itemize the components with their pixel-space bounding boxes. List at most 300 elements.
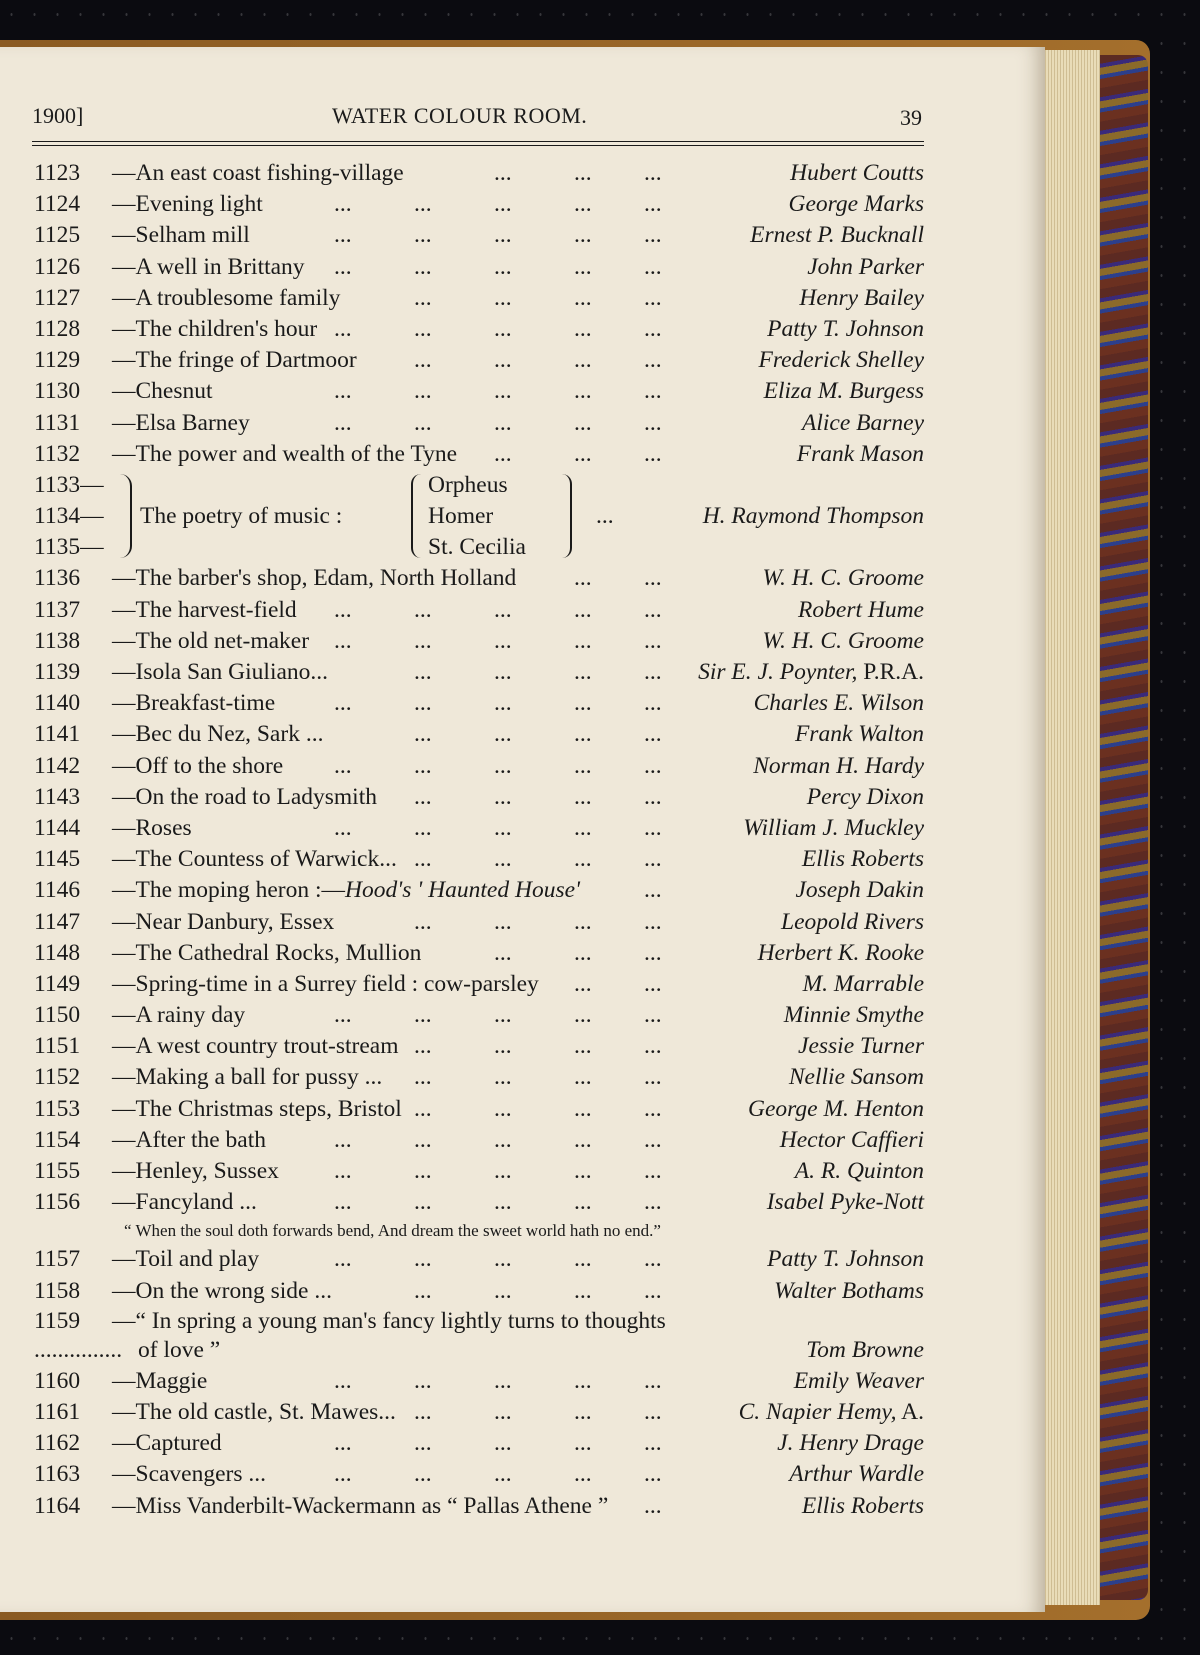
leader-dot: ... <box>644 1367 662 1394</box>
leader-dot: ... <box>494 1126 512 1153</box>
entry-artist <box>777 1428 924 1459</box>
movement-title: St. Cecilia <box>428 533 526 560</box>
leader-dot: ... <box>414 783 432 810</box>
entry-number: 1130 <box>34 378 81 405</box>
entry-artist <box>767 1244 924 1275</box>
entry-row <box>34 1428 924 1459</box>
entry-title <box>112 1187 257 1218</box>
leader-dot: ... <box>414 253 432 280</box>
leader-dot: ... <box>414 1126 432 1153</box>
entry-artist-name: Robert Hume <box>798 596 924 623</box>
entry-row <box>34 1000 924 1031</box>
entry-title <box>112 220 250 251</box>
leader-dot: ... <box>51 1337 70 1364</box>
leader-dot: ... <box>574 783 592 810</box>
entry-title-text: —The old castle, St. Mawes... <box>112 1398 396 1425</box>
leader-dot: ... <box>644 1398 662 1425</box>
leader-dot: ... <box>414 690 432 717</box>
entry-artist: H. Raymond Thompson <box>702 502 924 529</box>
entry-artist <box>764 376 924 407</box>
entry-artist <box>753 751 924 782</box>
entry-row <box>34 1187 924 1218</box>
entry-title <box>112 1094 402 1125</box>
entry-number: 1163 <box>34 1461 81 1488</box>
leader-dot: ... <box>334 1430 352 1457</box>
entry-title <box>112 907 334 938</box>
entry-artist <box>802 1491 924 1522</box>
entry-row <box>34 657 924 688</box>
leader-dot: ... <box>574 970 592 997</box>
entry-number: 1125 <box>34 222 81 249</box>
entry-artist-name: Walter Bothams <box>774 1277 924 1304</box>
entry-artist-name: J. Henry Drage <box>777 1430 924 1457</box>
entry-title-text: —Miss Vanderbilt-Wackermann as “ Pallas Athene ” <box>112 1492 609 1519</box>
leader-dot: ... <box>644 565 662 592</box>
entry-number: 1153 <box>34 1095 81 1122</box>
entry-row <box>34 376 924 407</box>
leader-dot: ... <box>574 1246 592 1273</box>
leader-dot: ... <box>574 1126 592 1153</box>
leader-dot: ... <box>644 1246 662 1273</box>
entry-row <box>34 813 924 844</box>
entry-title-text: —The power and wealth of the Tyne <box>112 440 458 467</box>
entry-artist-name: Jessie Turner <box>798 1033 924 1060</box>
entry-title-text: —Isola San Giuliano... <box>112 659 329 686</box>
leader-dot: ... <box>334 1246 352 1273</box>
entry-row <box>34 1459 924 1490</box>
leader-dot: ... <box>334 1158 352 1185</box>
leader-dot: ... <box>574 690 592 717</box>
leader-dot: ... <box>414 1189 432 1216</box>
entry-title-text: —The barber's shop, Edam, North Holland <box>112 565 517 592</box>
entry-row <box>34 751 924 782</box>
entry-row <box>34 782 924 813</box>
leader-dot: ... <box>644 908 662 935</box>
entry-title <box>112 408 250 439</box>
leader-dot: ... <box>494 1158 512 1185</box>
entry-number: 1133— <box>34 471 104 498</box>
entry-title-text: —Scavengers ... <box>112 1461 267 1488</box>
entry-title <box>112 1397 396 1428</box>
leader-dot: ... <box>644 939 662 966</box>
leader-dot: ... <box>494 409 512 436</box>
entry-artist <box>798 1031 924 1062</box>
leader-dot: ... <box>574 1064 592 1091</box>
entry-title <box>112 1156 279 1187</box>
entry-title-text: —A well in Brittany <box>112 253 305 280</box>
entry-artist <box>767 314 924 345</box>
entry-title <box>112 1276 332 1307</box>
header-rule <box>32 141 924 142</box>
entry-title <box>112 158 404 189</box>
leader-dot: ... <box>414 1430 432 1457</box>
leader-dot: ... <box>574 1095 592 1122</box>
entry-artist: Tom Browne <box>806 1337 924 1364</box>
entry-number: 1141 <box>34 721 81 748</box>
leader-dot: ... <box>414 315 432 342</box>
leader-dot: ... <box>644 409 662 436</box>
entry-artist-name: Percy Dixon <box>806 783 924 810</box>
entry-row <box>34 1156 924 1187</box>
leader-dot: ... <box>334 253 352 280</box>
leader-dot: ... <box>574 409 592 436</box>
leader-dot: ... <box>414 347 432 374</box>
header-title: WATER COLOUR ROOM. <box>332 103 588 128</box>
entry-artist <box>795 719 924 750</box>
entry-row <box>34 189 924 220</box>
entry-number: 1136 <box>34 565 81 592</box>
leader-dot: ... <box>494 752 512 779</box>
entry-title <box>112 1125 266 1156</box>
entry-artist-name: W. H. C. Groome <box>762 565 924 592</box>
leader-dot: ... <box>494 160 512 186</box>
leader-dot: ... <box>494 284 512 311</box>
leader-dot: ... <box>644 1189 662 1216</box>
entry-number: 1155 <box>34 1158 81 1185</box>
entry-number: 1128 <box>34 315 81 342</box>
leader-dot: ... <box>334 1002 352 1029</box>
entry-title-text: —Breakfast-time <box>112 690 276 717</box>
movement-title: Orpheus <box>428 471 508 498</box>
entry-artist <box>767 1187 924 1218</box>
entry-number: 1157 <box>34 1246 81 1273</box>
leader-dot: ... <box>574 160 592 186</box>
leader-dot: ... <box>334 222 352 249</box>
entry-row <box>34 719 924 750</box>
entry-title <box>112 1244 259 1275</box>
leader-dot: ... <box>644 1064 662 1091</box>
entry-artist-name: Emily Weaver <box>793 1367 924 1394</box>
entry-number: 1158 <box>34 1277 81 1304</box>
leader-dot: ... <box>644 1158 662 1185</box>
entry-artist <box>763 626 924 657</box>
entry-artist-name: Frank Mason <box>796 440 924 467</box>
entry-artist-name: C. Napier Hemy, <box>738 1398 897 1425</box>
leader-dot: ... <box>494 1246 512 1273</box>
entry-artist <box>807 252 924 283</box>
entry-title <box>112 314 317 345</box>
entry-artist <box>780 1125 924 1156</box>
leader-dot: ... <box>494 659 512 686</box>
entry-title <box>112 813 192 844</box>
leader-dot: ... <box>334 1367 352 1394</box>
leader-dot: ... <box>644 191 662 218</box>
page-edges <box>1040 50 1100 1605</box>
entry-artist-name: Hector Caffieri <box>779 1126 924 1153</box>
entry-title-text: —A rainy day <box>112 1002 246 1029</box>
leader-dot: ... <box>644 1430 662 1457</box>
entry-title <box>112 1366 207 1397</box>
leader-dot: ... <box>494 440 512 467</box>
entry-artist-name: Hubert Coutts <box>790 160 924 186</box>
page-header <box>32 55 922 130</box>
leader-dot: ... <box>574 939 592 966</box>
leader-dot: ... <box>414 1367 432 1394</box>
entry-artist <box>743 813 924 844</box>
leader-dot: ... <box>494 378 512 405</box>
leader-dot: ... <box>334 752 352 779</box>
entry-title <box>112 345 357 376</box>
entry-number: 1144 <box>34 814 81 841</box>
entry-number: 1145 <box>34 846 81 873</box>
leader-dot: ... <box>494 1189 512 1216</box>
leader-dot: ... <box>414 596 432 623</box>
entry-row <box>34 688 924 719</box>
entry-title <box>112 969 539 1000</box>
entry-group-poetry-of-music <box>34 470 924 564</box>
leader-dot: ... <box>494 627 512 654</box>
leader-dot: ... <box>574 659 592 686</box>
entry-row <box>34 439 924 470</box>
entry-title <box>112 563 516 594</box>
entry-title-text: —After the bath <box>112 1126 267 1153</box>
leader-dot: ... <box>574 1461 592 1488</box>
entry-artist-name: Joseph Dakin <box>795 877 924 904</box>
entry-title-text: —A west country trout-stream <box>112 1033 399 1060</box>
leader-dot: ... <box>644 440 662 467</box>
entry-title <box>112 688 275 719</box>
leader-dot: ... <box>414 409 432 436</box>
entry-number: 1123 <box>34 160 81 186</box>
leader-dot: ... <box>414 752 432 779</box>
entry-number: 1142 <box>34 752 81 779</box>
entry-artist-name: Patty T. Johnson <box>767 1246 924 1273</box>
entry-artist <box>802 844 924 875</box>
leader-dot: ... <box>574 347 592 374</box>
entry-artist <box>748 1094 924 1125</box>
leader-dot: ... <box>494 253 512 280</box>
leader-dot: ... <box>644 814 662 841</box>
entry-number: 1161 <box>34 1398 81 1425</box>
entry-artist <box>790 158 924 189</box>
entry-number: 1134— <box>34 502 104 529</box>
entry-title-text: —The moping heron :— <box>112 877 346 904</box>
leader-dot: ... <box>334 409 352 436</box>
entry-title-text: —On the road to Ladysmith <box>112 783 377 810</box>
leader-dot: ... <box>574 1189 592 1216</box>
leader-dot: ... <box>494 1367 512 1394</box>
leader-dot: ... <box>334 690 352 717</box>
leader-dot: ... <box>574 752 592 779</box>
entry-artist-name: Nellie Sansom <box>788 1064 924 1091</box>
entry-number: 1162 <box>34 1430 81 1457</box>
entry-artist-name: John Parker <box>807 253 924 280</box>
entry-artist-name: Minnie Smythe <box>783 1002 924 1029</box>
entry-title <box>112 439 457 470</box>
entry-title <box>112 1031 399 1062</box>
entry-number: 1152 <box>34 1064 81 1091</box>
leader-dot: ... <box>644 690 662 717</box>
entry-artist-name: Patty T. Johnson <box>767 315 924 342</box>
leader-dot: ... <box>574 284 592 311</box>
entry-artist-name: George Marks <box>788 191 924 218</box>
leader-dots: ... <box>596 502 614 529</box>
header-year: 1900] <box>32 103 84 128</box>
entry-row <box>34 408 924 439</box>
leader-dot: ... <box>574 222 592 249</box>
entry-number: 1147 <box>34 908 81 935</box>
entry-title <box>112 595 297 626</box>
leader-dot: ... <box>414 1064 432 1091</box>
leader-dot: ... <box>494 191 512 218</box>
leader-dot: ... <box>574 315 592 342</box>
leader-dot: ... <box>494 1002 512 1029</box>
leader-dot: ... <box>644 752 662 779</box>
entry-row <box>34 220 924 251</box>
entry-row <box>34 345 924 376</box>
entry-number: 1160 <box>34 1367 81 1394</box>
entry-artist-name: Alice Barney <box>801 409 924 436</box>
entry-row <box>34 1307 924 1337</box>
entry-artist <box>774 1276 924 1307</box>
brace <box>411 474 421 558</box>
entry-artist <box>789 1062 924 1093</box>
entry-artist <box>781 907 924 938</box>
entry-number: 1149 <box>34 970 81 997</box>
leader-dot: ... <box>574 1277 592 1304</box>
leader-dot: ... <box>334 627 352 654</box>
entry-title-text: —Selham mill <box>112 222 250 249</box>
leader-dot: ... <box>334 596 352 623</box>
leader-dot: ... <box>69 1337 87 1364</box>
entry-title <box>112 1491 608 1522</box>
entry-artist <box>799 283 924 314</box>
leader-dot: ... <box>574 1367 592 1394</box>
entry-number: 1124 <box>34 191 81 218</box>
entry-number: 1146 <box>34 877 81 904</box>
leader-dot: ... <box>414 846 432 873</box>
leader-dot: ... <box>574 378 592 405</box>
entry-artist <box>789 1459 924 1490</box>
leader-dot: ... <box>494 721 512 748</box>
entry-artist <box>754 688 924 719</box>
leader-dot: ... <box>494 1033 512 1060</box>
entry-title-text: —Making a ball for pussy ... <box>112 1064 383 1091</box>
leader-dot: ... <box>644 659 662 686</box>
leader-dot: ... <box>494 814 512 841</box>
leader-dot: ... <box>644 253 662 280</box>
entry-row <box>34 969 924 1000</box>
entry-title-text: —On the wrong side ... <box>112 1277 332 1304</box>
entry-row <box>34 252 924 283</box>
entry-title-text: —The Countess of Warwick... <box>112 846 397 873</box>
entry-number: 1148 <box>34 939 81 966</box>
entry-artist-honour: P.R.A. <box>857 659 924 686</box>
entry-number: 1151 <box>34 1033 81 1060</box>
leader-dot: ... <box>104 1337 123 1364</box>
leader-dot: ... <box>574 253 592 280</box>
entry-title: —“ In spring a young man's fancy lightly turns to thoughts <box>112 1307 666 1334</box>
entry-artist-name: Eliza M. Burgess <box>763 378 924 405</box>
leader-dot: ... <box>494 908 512 935</box>
entry-number: 1137 <box>34 596 81 623</box>
entry-row <box>34 1366 924 1397</box>
leader-dot: ... <box>414 1246 432 1273</box>
leader-dot: ... <box>644 970 662 997</box>
entry-row <box>34 283 924 314</box>
entry-row <box>34 626 924 657</box>
entry-artist <box>795 875 924 906</box>
entry-title-text: —A troublesome family <box>112 284 341 311</box>
entry-title <box>112 1062 382 1093</box>
leader-dot: ... <box>494 1461 512 1488</box>
entry-artist-name: George M. Henton <box>748 1095 924 1122</box>
entry-artist <box>788 189 924 220</box>
leader-dot: ... <box>414 1002 432 1029</box>
entry-artist <box>797 439 924 470</box>
leader-dot: ... <box>644 596 662 623</box>
leader-dot: ... <box>34 1337 52 1364</box>
entry-artist-name: Ellis Roberts <box>801 1492 924 1519</box>
entry-title <box>112 938 421 969</box>
leader-dot: ... <box>414 814 432 841</box>
leader-dot: ... <box>574 814 592 841</box>
leader-dot: ... <box>644 877 662 904</box>
entry-artist <box>759 345 925 376</box>
entry-title <box>112 751 283 782</box>
leader-dot: ... <box>334 378 352 405</box>
entry-number: 1140 <box>34 690 81 717</box>
entry-row <box>34 563 924 594</box>
entry-title <box>112 657 328 688</box>
leader-dot: ... <box>334 1461 352 1488</box>
entry-title <box>112 1428 222 1459</box>
entry-list <box>34 158 924 1522</box>
entry-row <box>34 1276 924 1307</box>
entry-number: 1159 <box>34 1307 81 1334</box>
entry-title <box>112 875 580 906</box>
entry-artist-name: Norman H. Hardy <box>753 752 924 779</box>
leader-dot: ... <box>574 596 592 623</box>
entry-title-text: —Captured <box>112 1430 222 1457</box>
entry-number: 1132 <box>34 440 81 467</box>
entry-artist <box>739 1397 924 1428</box>
entry-artist <box>798 595 924 626</box>
entry-title <box>112 1459 266 1490</box>
entry-title-text: —Evening light <box>112 191 263 218</box>
entry-title <box>112 189 263 220</box>
entry-artist-name: Leopold Rivers <box>781 908 924 935</box>
entry-artist <box>750 220 924 251</box>
leader-dot: ... <box>574 1033 592 1060</box>
entry-title-text: —The Cathedral Rocks, Mullion <box>112 939 422 966</box>
leader-dot: ... <box>574 1398 592 1425</box>
leader-dot: ... <box>644 1461 662 1488</box>
leader-dot: ... <box>414 1033 432 1060</box>
leader-dot: ... <box>414 222 432 249</box>
entry-row <box>34 938 924 969</box>
leader-dot: ... <box>414 1277 432 1304</box>
entry-title-text: —An east coast fishing-village <box>112 160 404 186</box>
leader-dot: ... <box>334 814 352 841</box>
entry-artist-honour: A. <box>896 1398 924 1425</box>
entry-title <box>112 376 213 407</box>
entry-row <box>34 1062 924 1093</box>
entry-title-text: —Chesnut <box>112 378 213 405</box>
leader-dot: ... <box>494 315 512 342</box>
entry-title-text: —The old net-maker <box>112 627 310 654</box>
entry-artist <box>795 1156 924 1187</box>
entry-row <box>34 1491 924 1522</box>
entry-number: 1154 <box>34 1126 81 1153</box>
entry-title-text: —The children's hour <box>112 315 318 342</box>
entry-title-continued: of love ” <box>138 1337 221 1364</box>
leader-dot: ... <box>574 908 592 935</box>
leader-dot: ... <box>644 1492 662 1519</box>
leader-dot: ... <box>414 721 432 748</box>
entry-title <box>112 283 340 314</box>
entry-title-text: —Off to the shore <box>112 752 284 779</box>
